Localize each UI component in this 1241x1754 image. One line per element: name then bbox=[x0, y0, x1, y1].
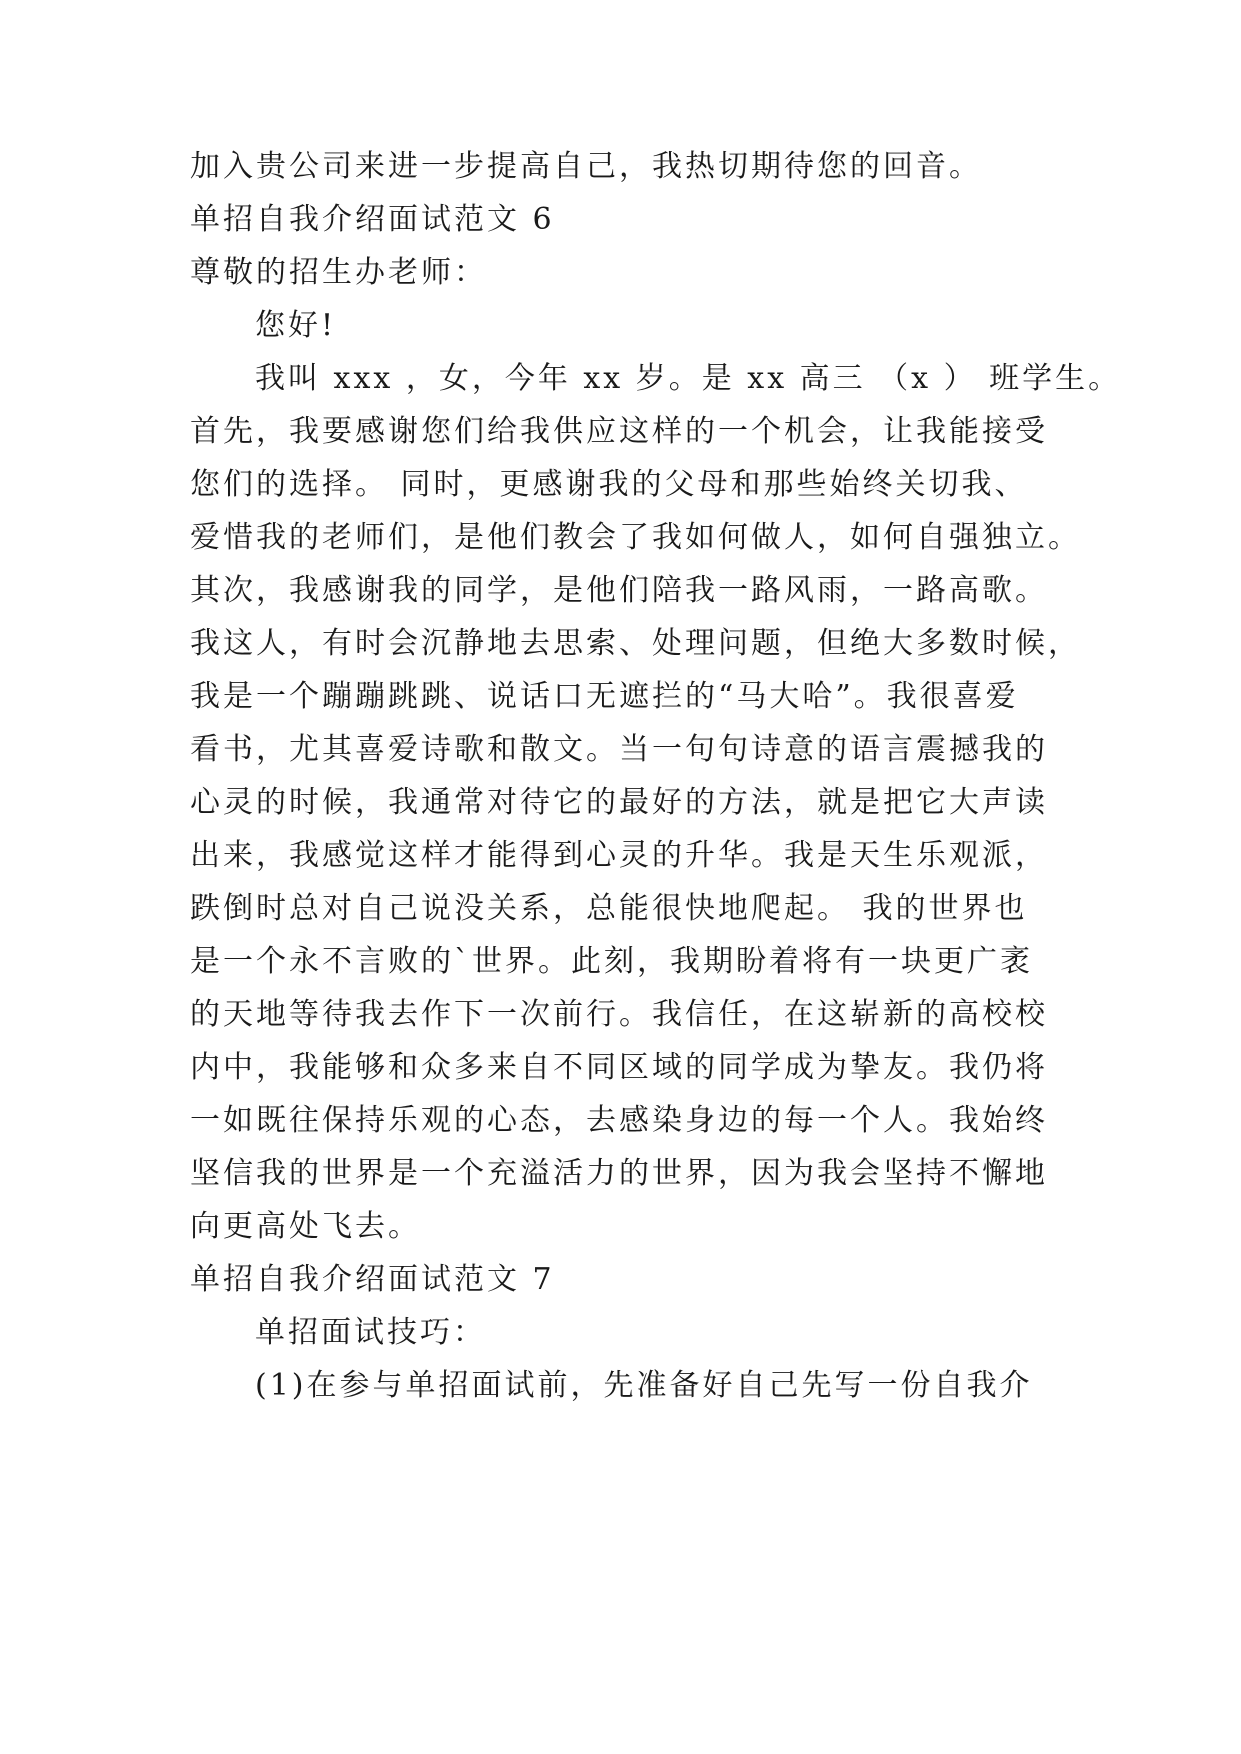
text-line: 其次，我感谢我的同学，是他们陪我一路风雨，一路高歌。 bbox=[190, 573, 1048, 608]
text-line: 我这人，有时会沉静地去思索、处理问题，但绝大多数时候， bbox=[190, 626, 1081, 661]
text-line: 的天地等待我去作下一次前行。我信任，在这崭新的高校校 bbox=[190, 997, 1048, 1032]
text-line: 坚信我的世界是一个充溢活力的世界，因为我会坚持不懈地 bbox=[190, 1156, 1048, 1191]
text-line: (1)在参与单招面试前，先准备好自己先写一份自我介 bbox=[255, 1368, 1033, 1403]
text-line: 一如既往保持乐观的心态，去感染身边的每一个人。我始终 bbox=[190, 1103, 1048, 1138]
text-line: 心灵的时候，我通常对待它的最好的方法，就是把它大声读 bbox=[190, 785, 1048, 820]
text-line: 向更高处飞去。 bbox=[190, 1209, 421, 1244]
text-line: 首先，我要感谢您们给我供应这样的一个机会，让我能接受 bbox=[190, 414, 1048, 449]
salutation: 尊敬的招生办老师： bbox=[190, 255, 487, 290]
text-line: 您们的选择。 同时，更感谢我的父母和那些始终关切我、 bbox=[190, 467, 1028, 502]
text-line: 我是一个蹦蹦跳跳、说话口无遮拦的“马大哈”。我很喜爱 bbox=[190, 679, 1019, 714]
text-line: 爱惜我的老师们，是他们教会了我如何做人，如何自强独立。 bbox=[190, 520, 1081, 555]
section-heading: 单招自我介绍面试范文 6 bbox=[190, 202, 555, 237]
text-line: 跌倒时总对自己说没关系，总能很快地爬起。 我的世界也 bbox=[190, 891, 1028, 926]
text-line: 加入贵公司来进一步提高自己，我热切期待您的回音。 bbox=[190, 149, 982, 184]
text-line: 我叫 xxx ，女，今年 xx 岁。是 xx 高三 （x ） 班学生。 bbox=[255, 361, 1122, 396]
greeting: 您好! bbox=[255, 308, 337, 343]
text-line: 内中，我能够和众多来自不同区域的同学成为挚友。我仍将 bbox=[190, 1050, 1048, 1085]
text-line: 出来，我感觉这样才能得到心灵的升华。我是天生乐观派， bbox=[190, 838, 1048, 873]
text-line: 是一个永不言败的`世界。此刻，我期盼着将有一块更广袤 bbox=[190, 944, 1033, 979]
subheading: 单招面试技巧： bbox=[255, 1315, 486, 1350]
text-line: 看书，尤其喜爱诗歌和散文。当一句句诗意的语言震撼我的 bbox=[190, 732, 1048, 767]
section-heading: 单招自我介绍面试范文 7 bbox=[190, 1262, 555, 1297]
